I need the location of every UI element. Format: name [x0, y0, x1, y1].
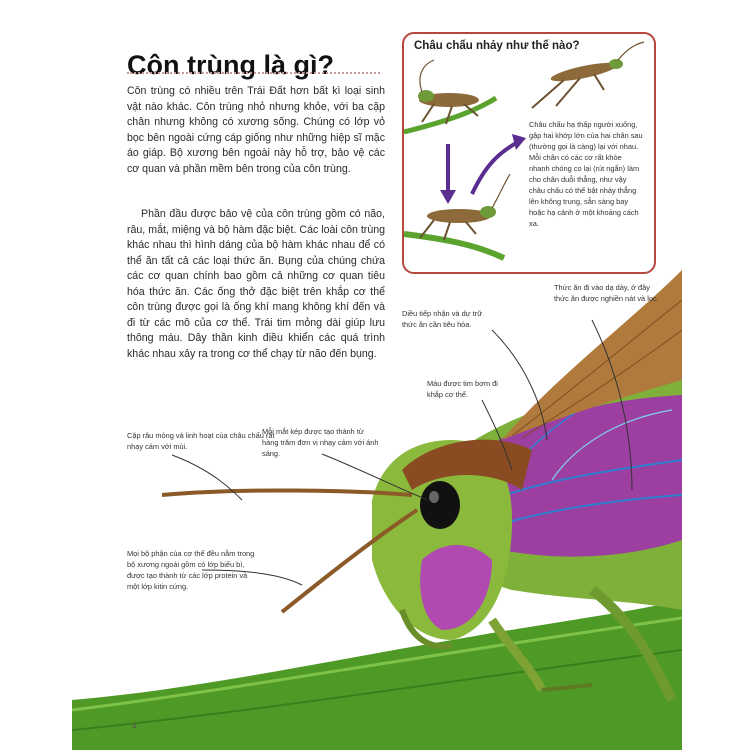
intro-paragraph: Côn trùng có nhiều trên Trái Đất hơn bất kì loại sinh vật nào khác. Côn trùng nhỏ nhưng khỏe, với ba cặp chân nhưng không có xương sống. Chúng có lớp vỏ bọc bên ngoài cứng cáp giống như những hiệp sĩ mặc áo giáp. Bộ xương bên ngoài này hỗ trợ, bảo vệ các cơ quan và phần mềm bên trong của côn trùng. [127, 85, 385, 175]
grasshopper-head [162, 440, 532, 647]
anatomy-paragraph: Phần đầu được bảo vệ của côn trùng gồm có não, râu, mắt, miệng và bộ hàm đặc biệt. Các loài côn trùng khác nhau thì hình dáng của bộ hàm khác nhau để có thể ăn tất cả các loại thức ăn. Bụng của chúng chứa các cơ quan chính bao gồm cả những cơ quan tiêu hóa thức ăn. Các ống thở đặc biệt trên khắp cơ thể côn trùng được gọi là ống khí mang không khí đến và đi từ các mô của cơ thể. Trái tim mỏng dài giúp lưu thông máu. Dây thần kinh điều khiển các quá trình khác nhau xảy ra trong cơ thể chạy từ não đến bụng. [127, 208, 385, 360]
page-title: Côn trùng là gì? [127, 50, 334, 81]
callout-digestion: Diều tiếp nhận và dự trữ thức ăn cần tiêu hóa. [402, 309, 483, 329]
inset-title: Châu chấu nhảy như thế nào? [414, 40, 580, 52]
inset-text: Châu chấu hạ thấp người xuống, gập hai khớp lớn của hai chân sau (thường gọi là càng) lại với nhau. Mỗi chân có các cơ rất khỏe nhanh chóng co lại (rút ngắn) làm cho chân duỗi thẳng, như vậy châu chấu có thể bật nhảy thẳng lên không trung, sẵn sàng bay hoặc hạ cánh ở một khoảng cách xa. [529, 120, 643, 228]
grasshopper-anatomy-illustration [72, 0, 682, 750]
callout-exoskeleton: Mọi bộ phận của cơ thể đều nằm trong bộ xương ngoài gồm có lớp biểu bì, được tạo thành từ các lớp protein và một lớp kitin cứng. [127, 549, 255, 591]
compound-eye [420, 481, 460, 529]
leaf-stem [72, 600, 682, 750]
antenna-left [162, 490, 412, 495]
callout-antennae: Cặp râu mỏng và linh hoạt của châu chấu rất nhạy cảm với mùi. [127, 431, 275, 451]
page-number: 4 [132, 722, 137, 731]
callout-blood: Máu được tim bơm đi khắp cơ thể. [427, 379, 498, 399]
callout-eyes: Mỗi mắt kép được tạo thành từ hàng trăm đơn vị nhạy cảm với ánh sáng. [262, 427, 379, 458]
callout-gizzard: Thức ăn đi vào dạ dày, ở đây thức ăn được nghiền nát và lọc. [554, 283, 659, 303]
book-page [72, 0, 682, 750]
